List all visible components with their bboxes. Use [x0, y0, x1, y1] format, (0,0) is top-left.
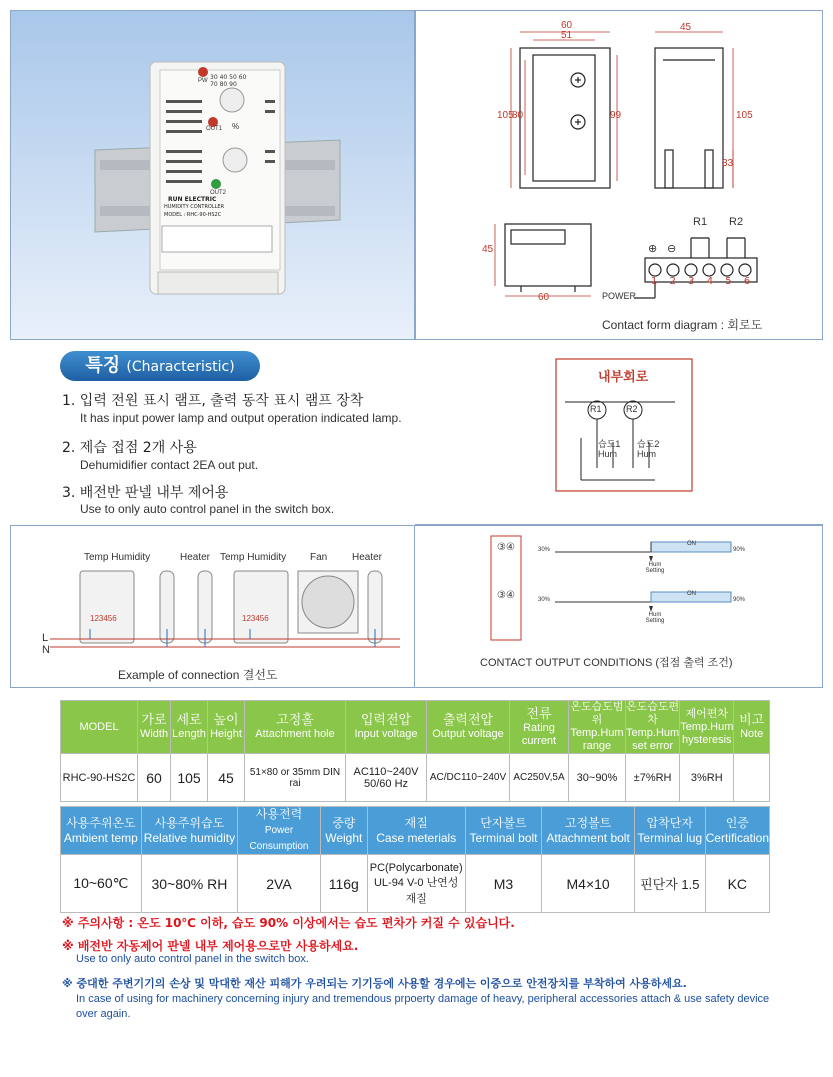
contact-row2-low: 30%	[538, 597, 551, 603]
percent-label: %	[232, 122, 240, 131]
td-relative-humidity: 30~80% RH	[141, 855, 237, 913]
dim-bottom-width: 60	[538, 292, 550, 303]
out1-label: OUT1	[206, 126, 223, 132]
th-temp-hum-hysteresis: 제어편차 Temp.Hum hysteresis	[680, 701, 734, 754]
th-rating-current: 전류 Rating current	[510, 701, 569, 754]
note-3: ※ 중대한 주변기기의 손상 및 막대한 재산 피해가 우려되는 기기등에 사용할 경우에는 이중으로 안전장치를 부착하여 사용하세요.	[62, 977, 687, 990]
th-output-voltage: 출력전압 Output voltage	[427, 701, 510, 754]
connection-diagram	[10, 525, 415, 688]
th-case-materials: 재질 Case meterials	[367, 807, 465, 855]
td-temp-hum-set-error: ±7%RH	[626, 754, 680, 802]
model-label: MODEL : RHC-90-HS2C	[164, 212, 222, 218]
r1-label: R1	[693, 216, 708, 228]
note-2: ※ 배전반 자동제어 판넬 내부 제어용으로만 사용하세요.	[62, 939, 359, 953]
circuit-c1: 습도1	[598, 439, 621, 449]
td-rating-current: AC250V,5A	[510, 754, 569, 802]
spec-table-1	[60, 700, 770, 802]
note-1: ※ 주의사항 : 온도 10℃ 이하, 습도 90% 이상에서는 습도 편차가 커질 수 있습니다.	[62, 916, 515, 930]
feature-3-en: Use to only auto control panel in the switch box.	[80, 502, 335, 516]
td-input-voltage: AC110~240V 50/60 Hz	[346, 754, 427, 802]
contact-output-diagram	[485, 532, 775, 648]
th-temp-hum-set-error: 온도습도편차 Temp.Hum set error	[626, 701, 680, 752]
th-attachment-hole: 고정홀 Attachment hole	[245, 701, 346, 754]
connection-caption: Example of connection 결선도	[118, 668, 278, 682]
td-width: 60	[138, 754, 171, 802]
feature-3: 3. 배전반 판넬 내부 제어용	[62, 485, 229, 501]
circuit-hum2: Hum	[637, 449, 657, 459]
contact-output-caption: CONTACT OUTPUT CONDITIONS (접점 출력 조건)	[480, 657, 733, 669]
feature-1: 1. 입력 전원 표시 램프, 출력 동작 표시 램프 장착	[62, 393, 364, 409]
dim-bottom-height: 45	[482, 244, 494, 255]
td-height: 45	[208, 754, 245, 802]
line-l-label: L	[42, 632, 49, 644]
terminal-numbers: 1 2 3 4 5 6	[651, 276, 751, 287]
td-case-materials: PC(Polycarbonate) UL-94 V-0 난연성 재질	[367, 855, 465, 913]
conn-label-heater-2: Heater	[352, 552, 383, 563]
th-temp-hum-range: 온도습도범위 Temp.Hum range	[570, 701, 624, 752]
characteristic-title: 특징 (Characteristic)	[60, 351, 260, 381]
conn-label-temp-humidity-1: Temp Humidity	[84, 552, 151, 563]
circuit-c2: 습도2	[637, 439, 660, 449]
td-attachment-bolt: M4×10	[542, 855, 635, 913]
contact-row2-setting: Hum Setting	[645, 612, 665, 624]
contact-row1-setting: Hum Setting	[645, 562, 665, 574]
plus-icon: ⊕	[648, 243, 658, 255]
controller-title: HUMIDITY CONTROLLER	[164, 204, 225, 210]
th-attachment-bolt: 고정볼트 Attachment bolt	[542, 807, 635, 855]
dim-side-rail: 33	[722, 158, 734, 169]
dial-ticks: 30 40 50 60 70 80 90	[210, 74, 247, 88]
dim-front-width-inner: 51	[561, 30, 573, 41]
contact-row1-high: 90%	[733, 547, 746, 553]
dim-front-width-outer: 60	[561, 20, 573, 31]
contact-row1-on: ON	[687, 541, 696, 547]
note-2-en: Use to only auto control panel in the switch box.	[76, 953, 309, 965]
line-n-label: N	[42, 644, 50, 656]
dim-front-height-side: 99	[610, 110, 622, 121]
th-width: 가로 Width	[138, 701, 171, 754]
th-relative-humidity: 사용주위습도 Relative humidity	[141, 807, 237, 855]
circuit-hum1: Hum	[598, 449, 618, 459]
th-note: 비고 Note	[734, 701, 770, 754]
th-length: 세로 Length	[171, 701, 208, 754]
contact-row2-high: 90%	[733, 597, 746, 603]
td-terminal-lug: 핀단자 1.5	[634, 855, 705, 913]
contact-row2-contacts: ③④	[497, 590, 515, 601]
td-weight: 116g	[320, 855, 367, 913]
contact-row1-low: 30%	[538, 547, 551, 553]
th-input-voltage: 입력전압 Input voltage	[346, 701, 427, 754]
th-height: 높이 Height	[208, 701, 245, 754]
internal-circuit-title: 내부회로	[598, 370, 649, 385]
th-ambient-temp: 사용주위온도 Ambient temp	[61, 807, 142, 855]
th-terminal-bolt: 단자볼트 Terminal bolt	[465, 807, 542, 855]
contact-row1-contacts: ③④	[497, 542, 515, 553]
out2-label: OUT2	[210, 190, 227, 196]
td-terminal-bolt: M3	[465, 855, 542, 913]
conn-label-fan: Fan	[310, 552, 328, 563]
r2-label: R2	[729, 216, 744, 228]
th-power-consumption: 사용전력 Power Consumption	[238, 807, 321, 855]
td-note	[734, 754, 770, 802]
dim-side-height: 105	[736, 110, 753, 121]
td-ambient-temp: 10~60℃	[61, 855, 142, 913]
power-label: POWER	[602, 291, 637, 301]
conn-terminal-label-1: 123456	[90, 614, 117, 623]
th-terminal-lug: 압착단자 Terminal lug	[634, 807, 705, 855]
th-model: MODEL	[61, 701, 138, 754]
product-photo	[10, 10, 415, 340]
th-certification: 인증 Certification	[705, 807, 769, 855]
dim-side-depth: 45	[680, 22, 692, 33]
td-power-consumption: 2VA	[238, 855, 321, 913]
conn-label-heater-1: Heater	[180, 552, 211, 563]
conn-label-temp-humidity-2: Temp Humidity	[220, 552, 287, 563]
feature-1-en: It has input power lamp and output operation indicated lamp.	[80, 411, 402, 425]
feature-2: 2. 제습 접점 2개 사용	[62, 440, 197, 456]
td-output-voltage: AC/DC110~240V	[427, 754, 510, 802]
td-model: RHC-90-HS2C	[61, 754, 138, 802]
td-temp-hum-hysteresis: 3%RH	[680, 754, 734, 802]
td-attachment-hole: 51×80 or 35mm DIN rai	[245, 754, 346, 802]
td-length: 105	[171, 754, 208, 802]
note-3-en: In case of using for machinery concerning injury and tremendous prpoerty damage of heavy, peripheral accessories attach & use safety device over again.	[76, 993, 770, 1020]
circuit-r1: R1	[590, 404, 602, 414]
minus-icon: ⊖	[667, 243, 677, 255]
contact-form-caption: Contact form diagram : 회로도	[602, 318, 763, 332]
spec-table-2	[60, 806, 770, 913]
dim-front-height-outer: 105	[497, 110, 514, 121]
contact-row2-on: ON	[687, 591, 696, 597]
conn-terminal-label-2: 123456	[242, 614, 269, 623]
brand-label: RUN ELECTRIC	[168, 196, 217, 203]
th-weight: 중량 Weight	[320, 807, 367, 855]
circuit-r2: R2	[626, 404, 638, 414]
feature-2-en: Dehumidifier contact 2EA out put.	[80, 458, 259, 472]
dim-front-height-inner: 80	[512, 110, 524, 121]
td-certification: KC	[705, 855, 769, 913]
pw-label: PW	[198, 78, 208, 84]
td-temp-hum-range: 30~90%	[569, 754, 626, 802]
